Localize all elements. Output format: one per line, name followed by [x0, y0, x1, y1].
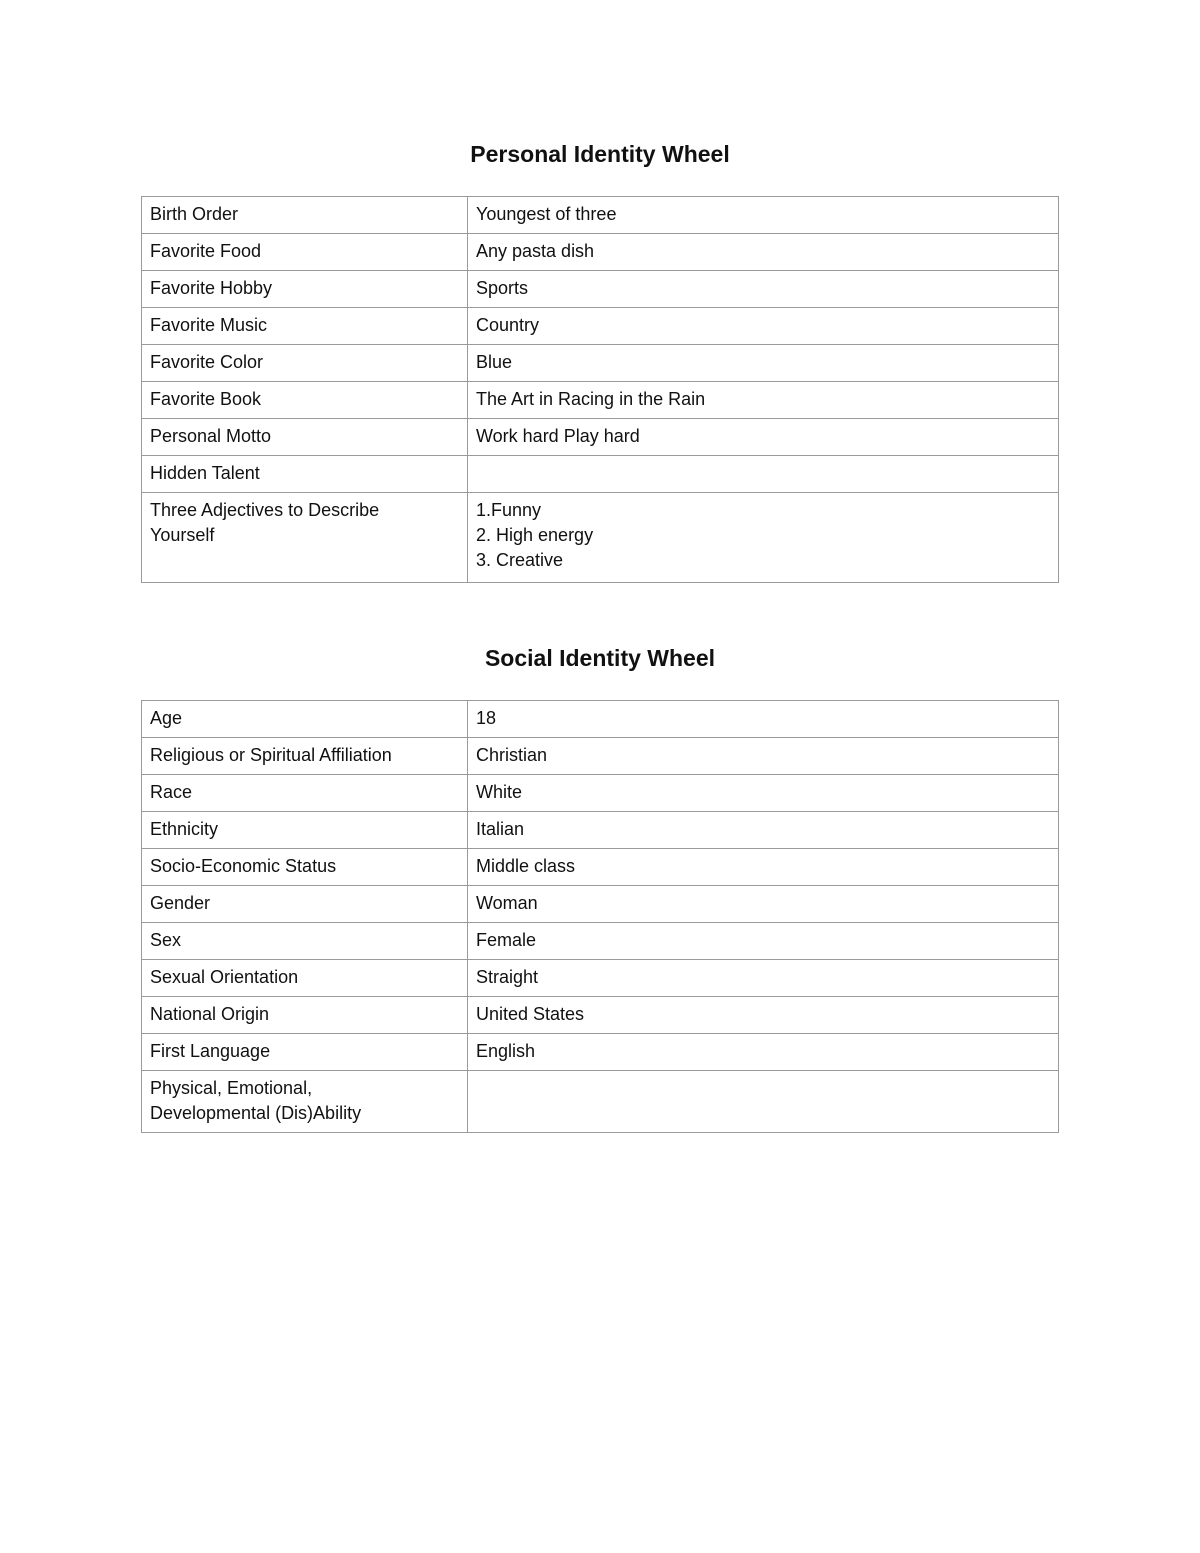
table-row [142, 812, 1059, 849]
row-label: Gender [142, 886, 468, 923]
row-value: Any pasta dish [468, 234, 1059, 271]
adjective-item: 2. High energy [476, 525, 594, 545]
label-line: Physical, Emotional, [150, 1078, 313, 1098]
table-row [142, 738, 1059, 775]
row-label: Hidden Talent [142, 456, 468, 493]
row-label: Religious or Spiritual Affiliation [142, 738, 468, 775]
table-row-ability [142, 1071, 1059, 1133]
row-label: Socio-Economic Status [142, 849, 468, 886]
row-value: 18 [468, 701, 1059, 738]
row-value: United States [468, 997, 1059, 1034]
row-label: First Language [142, 1034, 468, 1071]
row-value [468, 1071, 1059, 1133]
row-value: Italian [468, 812, 1059, 849]
table-row [142, 923, 1059, 960]
row-label: Favorite Music [142, 308, 468, 345]
table-row [142, 886, 1059, 923]
row-value: Straight [468, 960, 1059, 997]
row-label: National Origin [142, 997, 468, 1034]
adjective-item: 3. Creative [476, 550, 564, 570]
row-label: Race [142, 775, 468, 812]
row-label: Favorite Hobby [142, 271, 468, 308]
personal-identity-table [141, 196, 1059, 583]
row-value [468, 456, 1059, 493]
table-row [142, 308, 1059, 345]
row-label: Age [142, 701, 468, 738]
row-label: Favorite Book [142, 382, 468, 419]
label-line: Three Adjectives to Describe [150, 500, 380, 520]
table-row [142, 197, 1059, 234]
row-value: The Art in Racing in the Rain [468, 382, 1059, 419]
personal-identity-title: Personal Identity Wheel [470, 141, 730, 167]
row-value: Sports [468, 271, 1059, 308]
row-label [142, 1071, 468, 1133]
row-label: Birth Order [142, 197, 468, 234]
label-line: Developmental (Dis)Ability [150, 1103, 362, 1123]
row-value: Work hard Play hard [468, 419, 1059, 456]
table-row [142, 382, 1059, 419]
table-row [142, 1034, 1059, 1071]
row-label: Sexual Orientation [142, 960, 468, 997]
table-row [142, 234, 1059, 271]
row-label: Favorite Color [142, 345, 468, 382]
table-row [142, 775, 1059, 812]
table-row [142, 960, 1059, 997]
table-row [142, 997, 1059, 1034]
table-row [142, 849, 1059, 886]
row-label: Sex [142, 923, 468, 960]
row-label [142, 493, 468, 583]
table-row [142, 419, 1059, 456]
table-row [142, 701, 1059, 738]
row-label: Personal Motto [142, 419, 468, 456]
table-row [142, 456, 1059, 493]
row-value: White [468, 775, 1059, 812]
row-value: Woman [468, 886, 1059, 923]
row-label: Favorite Food [142, 234, 468, 271]
row-value: Christian [468, 738, 1059, 775]
table-row-adjectives [142, 493, 1059, 583]
social-identity-table [141, 700, 1059, 1133]
table-row [142, 271, 1059, 308]
row-value: English [468, 1034, 1059, 1071]
adjective-item: 1.Funny [476, 500, 542, 520]
social-identity-title: Social Identity Wheel [484, 645, 716, 671]
row-value: Youngest of three [468, 197, 1059, 234]
row-value: Blue [468, 345, 1059, 382]
row-label: Ethnicity [142, 812, 468, 849]
label-line: Yourself [150, 525, 215, 545]
adjectives-list [468, 493, 1059, 583]
row-value: Female [468, 923, 1059, 960]
row-value: Country [468, 308, 1059, 345]
row-value: Middle class [468, 849, 1059, 886]
table-row [142, 345, 1059, 382]
